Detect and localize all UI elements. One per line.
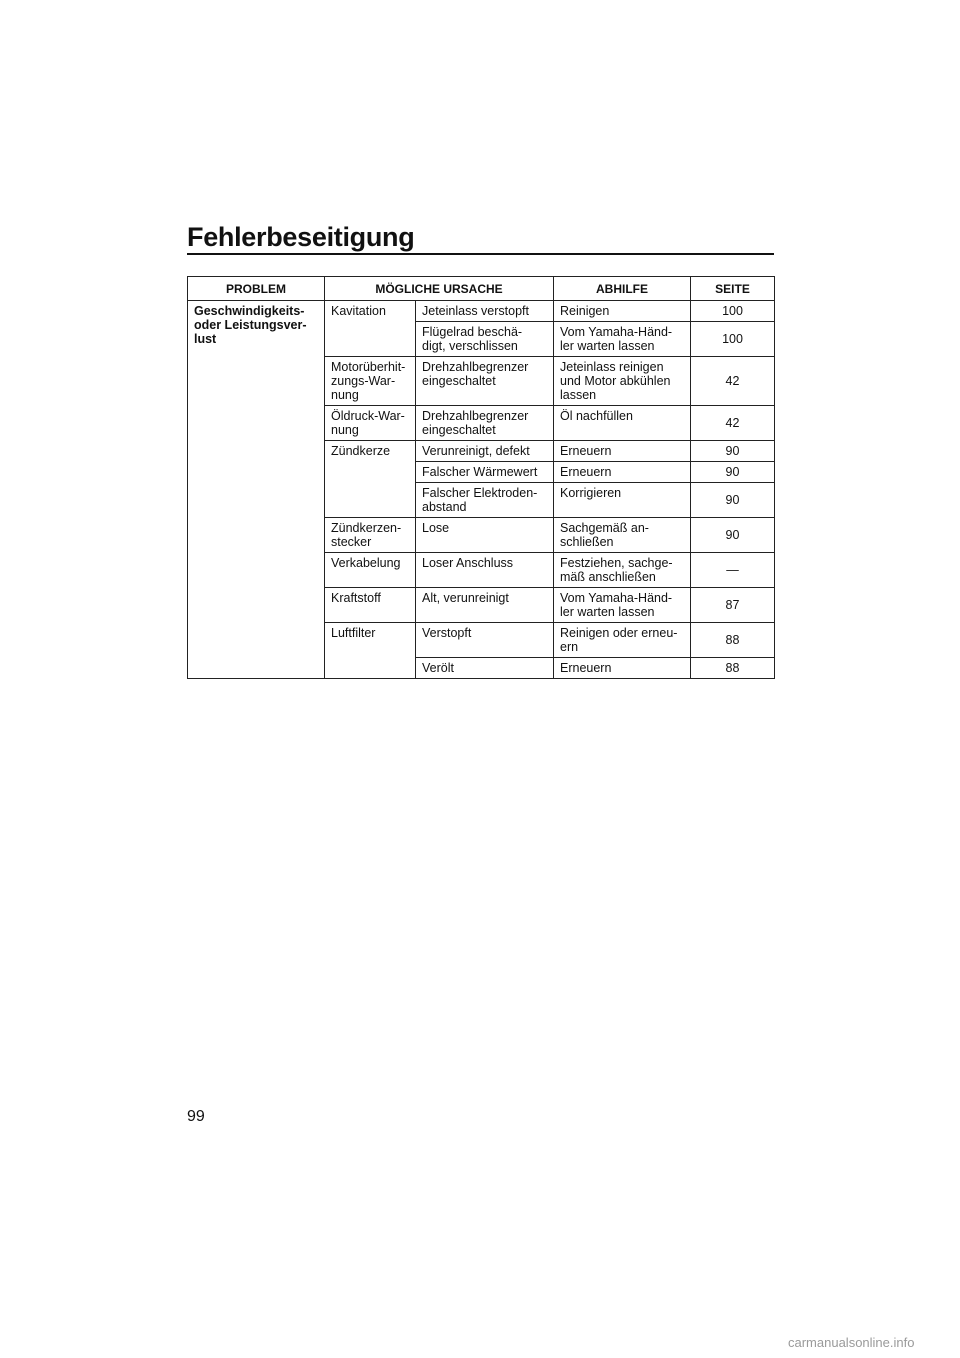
page-ref-cell: 90	[691, 441, 775, 462]
detail-cell: Flügelrad beschä- digt, verschlissen	[416, 322, 554, 357]
page-number: 99	[187, 1108, 205, 1125]
header-page: SEITE	[691, 277, 775, 301]
detail-cell: Verunreinigt, defekt	[416, 441, 554, 462]
detail-cell: Alt, verunreinigt	[416, 588, 554, 623]
remedy-cell: Korrigieren	[554, 483, 691, 518]
problem-cell: Geschwindigkeits- oder Leistungsver- lust	[188, 301, 325, 679]
remedy-cell: Jeteinlass reinigen und Motor abkühlen lassen	[554, 357, 691, 406]
detail-cell: Drehzahlbegrenzer eingeschaltet	[416, 357, 554, 406]
page-ref-cell: 90	[691, 483, 775, 518]
detail-cell: Lose	[416, 518, 554, 553]
cause-cell: Zündkerze	[325, 441, 416, 518]
remedy-cell: Reinigen	[554, 301, 691, 322]
header-remedy: ABHILFE	[554, 277, 691, 301]
page-ref-cell: 90	[691, 518, 775, 553]
remedy-cell: Öl nachfüllen	[554, 406, 691, 441]
cause-cell: Verkabelung	[325, 553, 416, 588]
remedy-cell: Reinigen oder erneu- ern	[554, 623, 691, 658]
remedy-cell: Vom Yamaha-Händ- ler warten lassen	[554, 322, 691, 357]
cause-cell: Öldruck-War- nung	[325, 406, 416, 441]
remedy-cell: Erneuern	[554, 658, 691, 679]
cause-cell: Luftfilter	[325, 623, 416, 679]
cause-cell: Zündkerzen- stecker	[325, 518, 416, 553]
title-divider	[187, 253, 774, 255]
page-ref-cell: 100	[691, 301, 775, 322]
page-ref-cell: 100	[691, 322, 775, 357]
remedy-cell: Sachgemäß an- schließen	[554, 518, 691, 553]
page-ref-cell: 90	[691, 462, 775, 483]
page-ref-cell: 88	[691, 623, 775, 658]
troubleshooting-table	[187, 276, 775, 679]
watermark: carmanualsonline.info	[788, 1335, 915, 1350]
detail-cell: Verölt	[416, 658, 554, 679]
header-cause: MÖGLICHE URSACHE	[325, 277, 554, 301]
page-ref-cell: 88	[691, 658, 775, 679]
page-ref-cell: 87	[691, 588, 775, 623]
detail-cell: Loser Anschluss	[416, 553, 554, 588]
detail-cell: Falscher Elektroden- abstand	[416, 483, 554, 518]
table-body	[188, 301, 775, 679]
remedy-cell: Erneuern	[554, 441, 691, 462]
detail-cell: Drehzahlbegrenzer eingeschaltet	[416, 406, 554, 441]
table-header-row	[188, 277, 775, 301]
detail-cell: Falscher Wärmewert	[416, 462, 554, 483]
cause-cell: Kavitation	[325, 301, 416, 357]
cause-cell: Kraftstoff	[325, 588, 416, 623]
page-ref-cell: 42	[691, 357, 775, 406]
page-ref-cell: —	[691, 553, 775, 588]
table-row	[188, 301, 775, 322]
remedy-cell: Vom Yamaha-Händ- ler warten lassen	[554, 588, 691, 623]
page-title: Fehlerbeseitigung	[187, 222, 415, 252]
header-problem: PROBLEM	[188, 277, 325, 301]
detail-cell: Jeteinlass verstopft	[416, 301, 554, 322]
page-ref-cell: 42	[691, 406, 775, 441]
remedy-cell: Festziehen, sachge- mäß anschließen	[554, 553, 691, 588]
detail-cell: Verstopft	[416, 623, 554, 658]
cause-cell: Motorüberhit- zungs-War- nung	[325, 357, 416, 406]
remedy-cell: Erneuern	[554, 462, 691, 483]
